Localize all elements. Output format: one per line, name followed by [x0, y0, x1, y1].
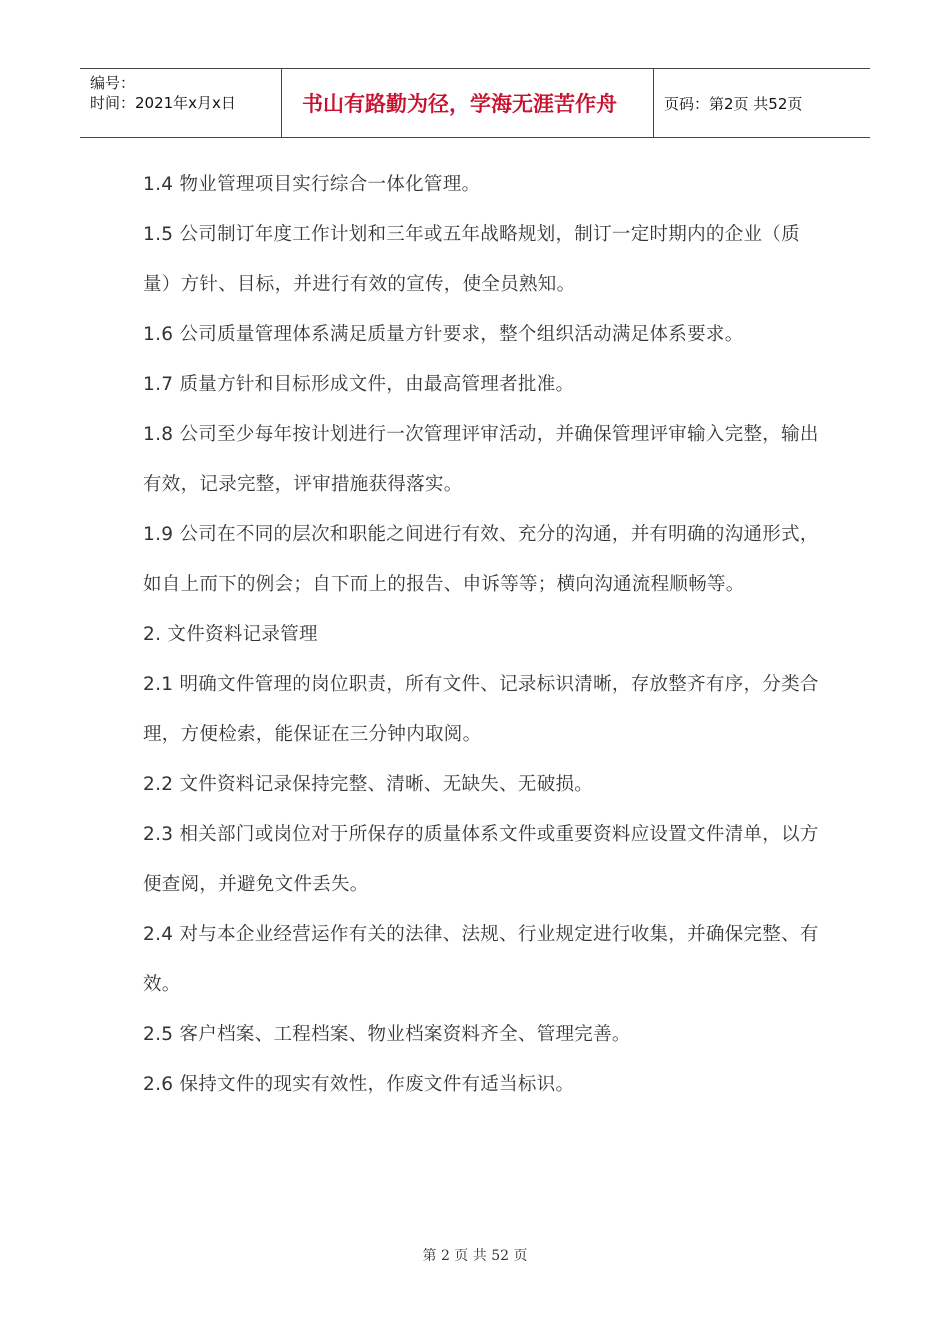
paragraph: 2.6 保持文件的现实有效性，作废文件有适当标识。: [143, 1074, 575, 1095]
paragraph: 2.4 对与本企业经营运作有关的法律、法规、行业规定进行收集，并确保完整、有效。: [143, 924, 819, 995]
paragraph: 1.4 物业管理项目实行综合一体化管理。: [143, 174, 481, 195]
document-header: [80, 68, 870, 138]
header-motto: 书山有路勤为径，学海无涯苦作舟: [282, 69, 654, 137]
page-footer: 第 2 页 共 52 页: [422, 1248, 528, 1264]
paragraph: 2.5 客户档案、工程档案、物业档案资料齐全、管理完善。: [143, 1024, 631, 1045]
paragraph: 2.3 相关部门或岗位对于所保存的质量体系文件或重要资料应设置文件清单，以方便查阅，并避免文件丢失。: [143, 824, 819, 895]
paragraph: 1.5 公司制订年度工作计划和三年或五年战略规划，制订一定时期内的企业（质量）方针、目标，并进行有效的宣传，使全员熟知。: [143, 224, 800, 295]
paragraph: 1.6 公司质量管理体系满足质量方针要求，整个组织活动满足体系要求。: [143, 324, 744, 345]
time-label: 时间：2021年x月x日: [90, 94, 236, 112]
paragraph: 1.7 质量方针和目标形成文件，由最高管理者批准。: [143, 374, 575, 395]
number-label: 编号：: [90, 74, 136, 92]
paragraph: 2.2 文件资料记录保持完整、清晰、无缺失、无破损。: [143, 774, 594, 795]
paragraph: 1.9 公司在不同的层次和职能之间进行有效、充分的沟通，并有明确的沟通形式，如自上而下的例会；自下而上的报告、申诉等等；横向沟通流程顺畅等。: [143, 524, 819, 595]
document-body: [143, 160, 823, 1110]
paragraph: 2.1 明确文件管理的岗位职责，所有文件、记录标识清晰，存放整齐有序，分类合理，方便检索，能保证在三分钟内取阅。: [143, 674, 819, 745]
header-page-info: 页码：第2页 共52页: [664, 94, 803, 113]
header-meta-cell: [80, 69, 282, 137]
paragraph: 1.8 公司至少每年按计划进行一次管理评审活动，并确保管理评审输入完整，输出有效，记录完整，评审措施获得落实。: [143, 424, 819, 495]
section-heading: 2. 文件资料记录管理: [143, 624, 318, 645]
